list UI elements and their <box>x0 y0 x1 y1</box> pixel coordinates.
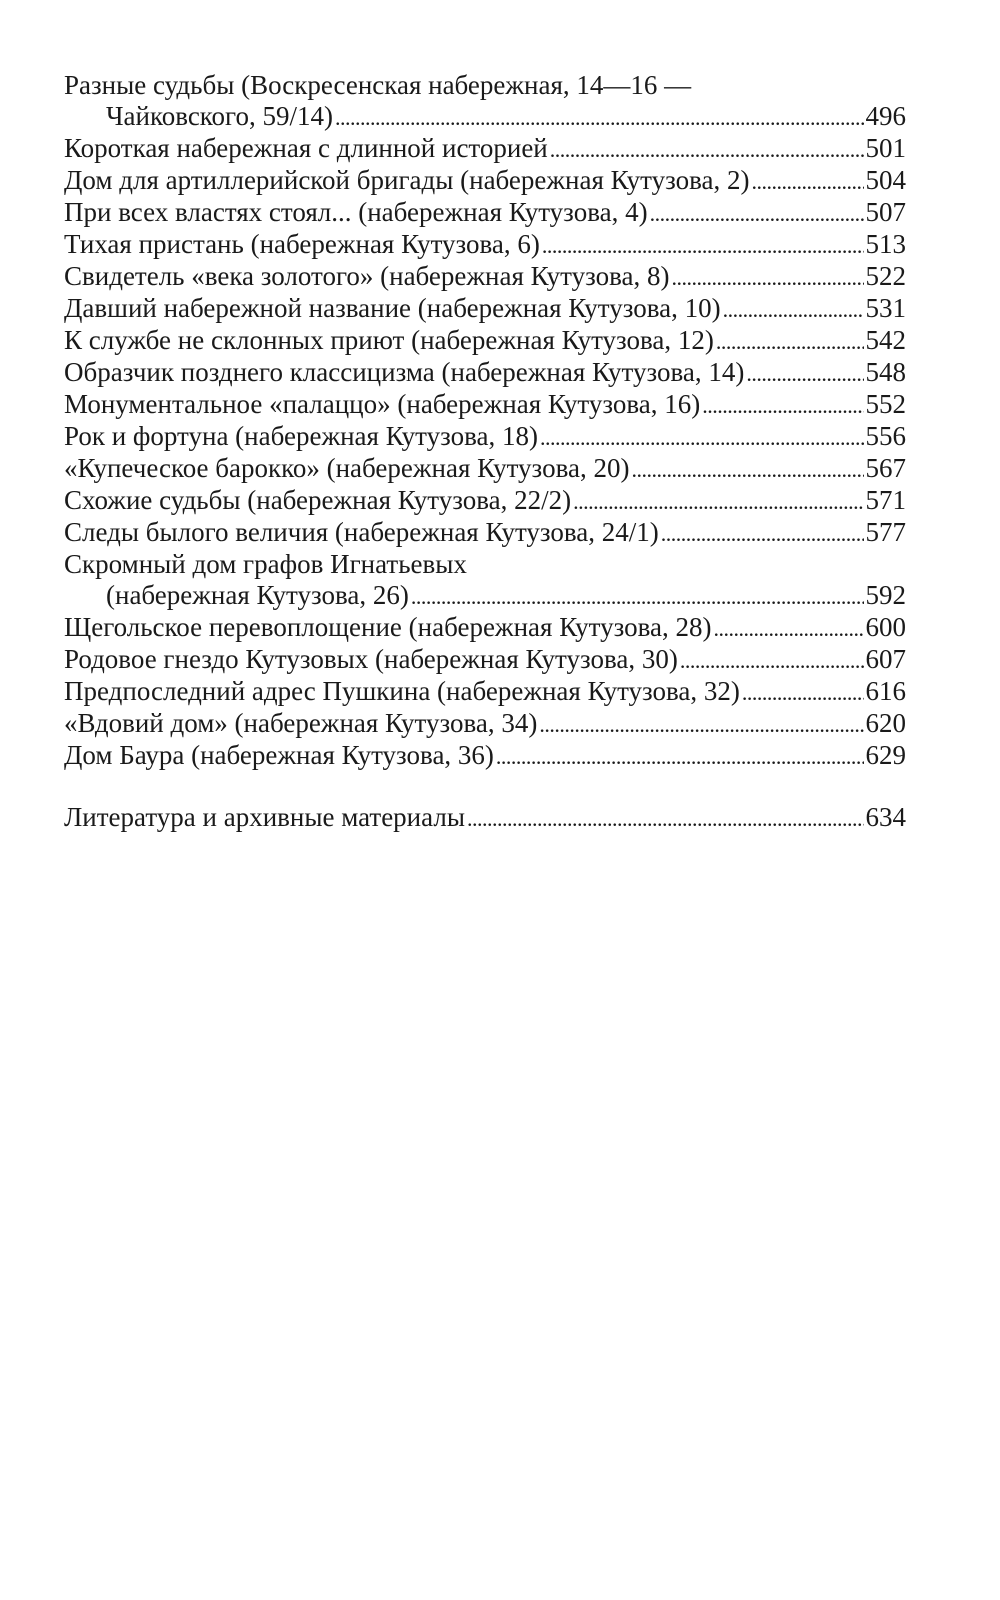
toc-entry <box>64 549 906 612</box>
toc-entry <box>64 517 906 549</box>
toc-entry-page: 620 <box>865 708 906 738</box>
dot-leader <box>680 645 864 676</box>
dot-leader <box>467 803 864 834</box>
toc-entry-title: Тихая пристань (набережная Кутузова, 6) <box>64 229 540 259</box>
dot-leader <box>716 326 864 357</box>
toc-entry <box>64 708 906 740</box>
toc-entry-title: Следы былого величия (набережная Кутузова, 24/1) <box>64 517 659 547</box>
toc-entry-page: 552 <box>865 389 906 419</box>
toc-entry-page: 567 <box>865 453 906 483</box>
toc-entry-title: Литература и архивные материалы <box>64 802 465 832</box>
toc-entry-page: 592 <box>865 580 906 610</box>
toc-entry <box>64 70 906 133</box>
toc-entry-title: «Вдовий дом» (набережная Кутузова, 34) <box>64 708 538 738</box>
toc-entry-page: 504 <box>865 165 906 195</box>
toc-entry-page: 600 <box>865 612 906 642</box>
toc-entry-title-line1: Разные судьбы (Воскресенская набережная, 14—16 — <box>64 70 692 100</box>
toc-entry-page: 634 <box>865 802 906 832</box>
dot-leader <box>650 198 864 229</box>
toc-entry <box>64 133 906 165</box>
toc-entry-literature <box>64 802 906 834</box>
dot-leader <box>540 422 863 453</box>
table-of-contents <box>64 70 906 834</box>
toc-entry-page: 556 <box>865 421 906 451</box>
toc-entry-page: 616 <box>865 676 906 706</box>
toc-entry-title: Схожие судьбы (набережная Кутузова, 22/2) <box>64 485 572 515</box>
toc-entry-title: (набережная Кутузова, 26) <box>106 580 409 610</box>
toc-entry-page: 496 <box>865 101 906 131</box>
dot-leader <box>411 581 864 612</box>
toc-entry-page: 548 <box>865 357 906 387</box>
dot-leader <box>661 518 864 549</box>
toc-entry-title: Образчик позднего классицизма (набережная Кутузова, 14) <box>64 357 745 387</box>
toc-entry-page: 629 <box>865 740 906 770</box>
toc-entry-title: Рок и фортуна (набережная Кутузова, 18) <box>64 421 539 451</box>
toc-entry <box>64 453 906 485</box>
toc-entry-title: Монументальное «палаццо» (набережная Кутузова, 16) <box>64 389 701 419</box>
dot-leader <box>751 166 863 197</box>
dot-leader <box>714 613 864 644</box>
toc-entry <box>64 644 906 676</box>
toc-entry <box>64 485 906 517</box>
toc-entry-title: Дом для артиллерийской бригады (набережная Кутузова, 2) <box>64 165 750 195</box>
toc-entry <box>64 229 906 261</box>
toc-entry <box>64 421 906 453</box>
toc-entry <box>64 261 906 293</box>
toc-entry <box>64 676 906 708</box>
toc-entry-page: 507 <box>865 197 906 227</box>
toc-entry-page: 607 <box>865 644 906 674</box>
dot-leader <box>671 262 863 293</box>
toc-entry-page: 513 <box>865 229 906 259</box>
dot-leader <box>550 134 864 165</box>
toc-entry-title: Предпоследний адрес Пушкина (набережная Кутузова, 32) <box>64 676 740 706</box>
dot-leader <box>723 294 864 325</box>
section-gap <box>64 772 906 802</box>
dot-leader <box>573 486 863 517</box>
toc-entry-page: 542 <box>865 325 906 355</box>
toc-entry-page: 577 <box>865 517 906 547</box>
toc-entry <box>64 165 906 197</box>
toc-entry-page: 571 <box>865 485 906 515</box>
dot-leader <box>539 709 863 740</box>
toc-entry-title: Давший набережной название (набережная Кутузова, 10) <box>64 293 721 323</box>
toc-entry-title: Короткая набережная с длинной историей <box>64 133 548 163</box>
dot-leader <box>542 230 864 261</box>
dot-leader <box>702 390 863 421</box>
toc-entry-title: При всех властях стоял... (набережная Кутузова, 4) <box>64 197 648 227</box>
toc-entry-title: Дом Баура (набережная Кутузова, 36) <box>64 740 494 770</box>
toc-entry <box>64 197 906 229</box>
dot-leader <box>746 358 863 389</box>
dot-leader <box>742 677 864 708</box>
toc-entry <box>64 389 906 421</box>
toc-entry-title: К службе не склонных приют (набережная Кутузова, 12) <box>64 325 714 355</box>
toc-entry-title-line1: Скромный дом графов Игнатьевых <box>64 549 467 579</box>
dot-leader <box>496 741 864 772</box>
toc-entry-title: «Купеческое барокко» (набережная Кутузова, 20) <box>64 453 630 483</box>
toc-entry <box>64 357 906 389</box>
dot-leader <box>631 454 863 485</box>
toc-entry <box>64 293 906 325</box>
toc-entry <box>64 740 906 772</box>
toc-entry-page: 501 <box>865 133 906 163</box>
toc-entry-page: 531 <box>865 293 906 323</box>
toc-entry-title: Щегольское перевоплощение (набережная Кутузова, 28) <box>64 612 712 642</box>
toc-entry-title: Свидетель «века золотого» (набережная Кутузова, 8) <box>64 261 670 291</box>
toc-entry-page: 522 <box>865 261 906 291</box>
toc-entry <box>64 325 906 357</box>
toc-entry-title: Чайковского, 59/14) <box>106 101 333 131</box>
toc-entry <box>64 612 906 644</box>
dot-leader <box>335 102 864 133</box>
toc-entry-title: Родовое гнездо Кутузовых (набережная Кутузова, 30) <box>64 644 678 674</box>
